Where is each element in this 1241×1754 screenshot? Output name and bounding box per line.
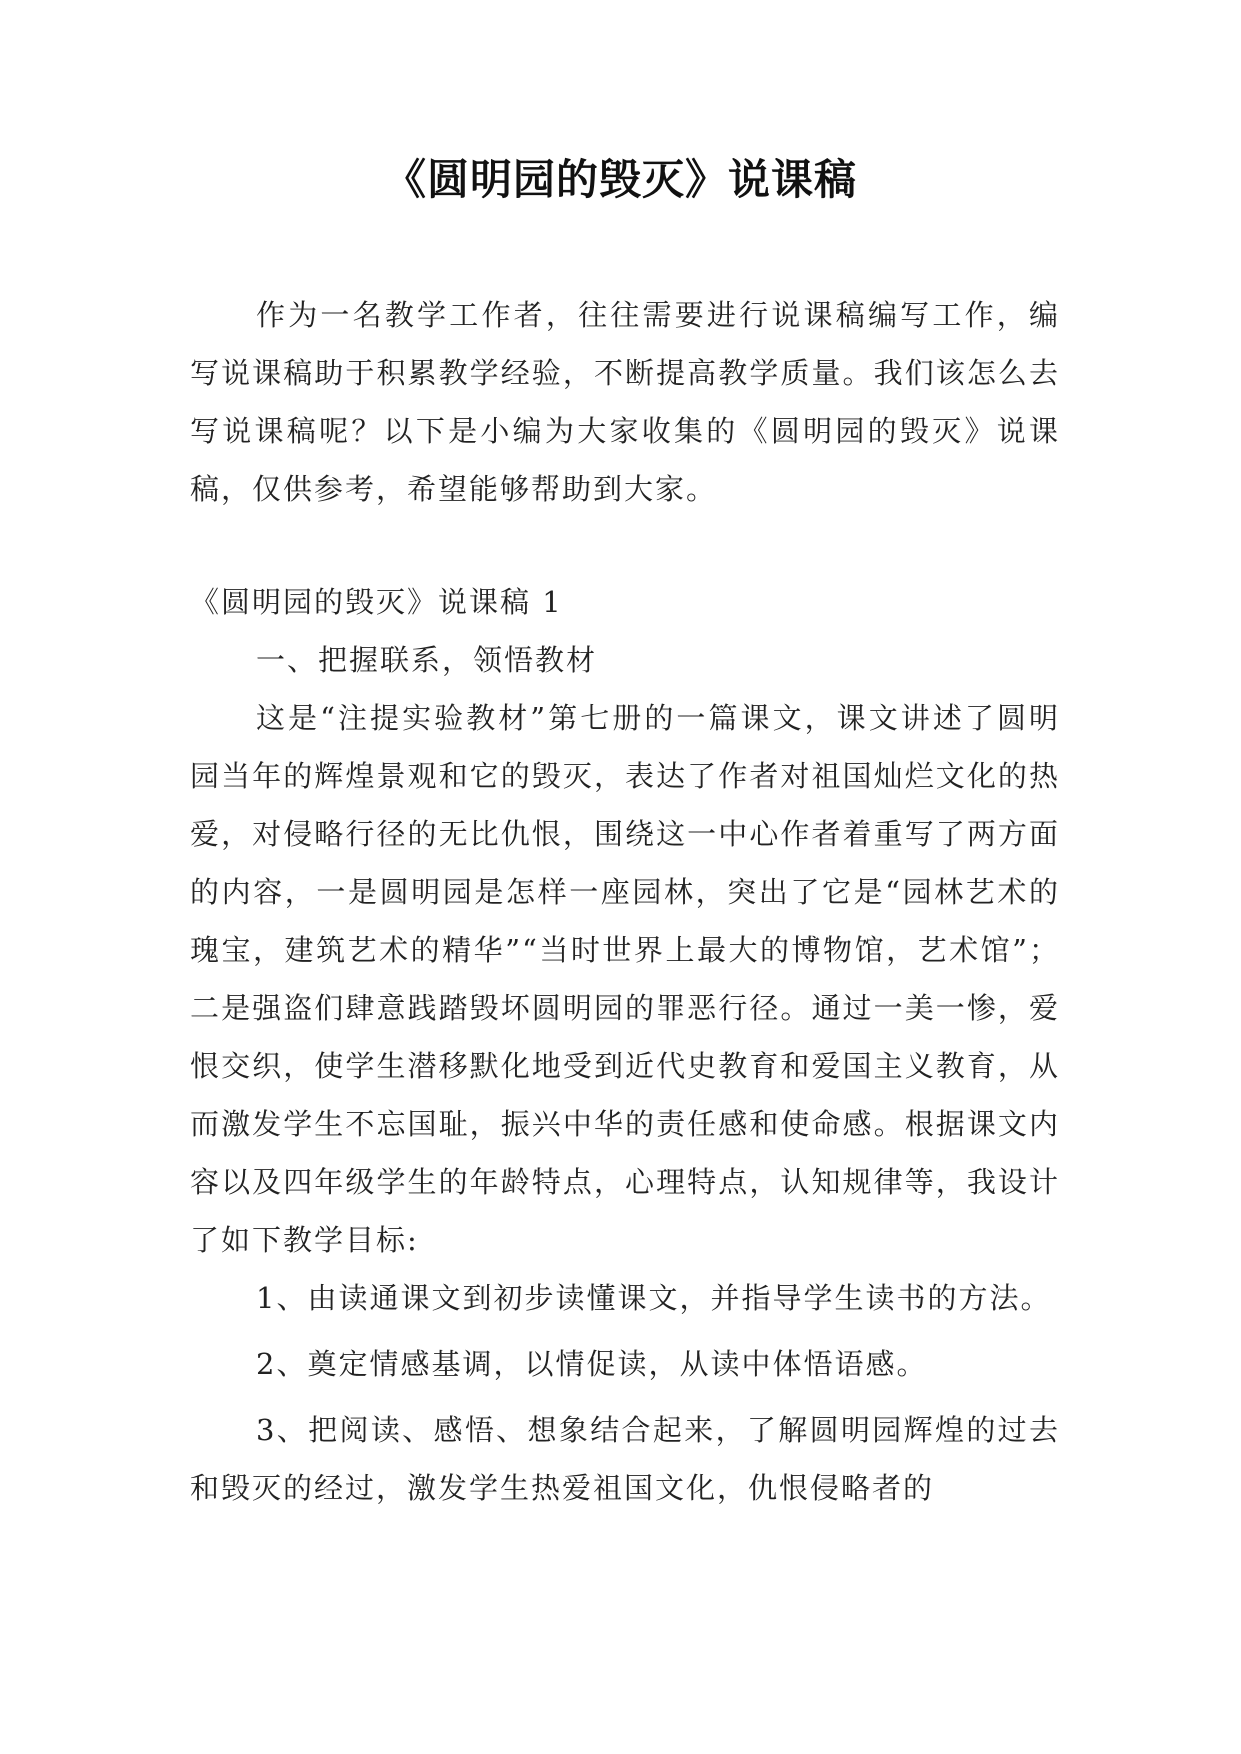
goal-3: 3、把阅读、感悟、想象结合起来，了解圆明园辉煌的过去和毁灭的经过，激发学生热爱祖国文化，仇恨侵略者的 [190,1413,1060,1505]
spacer [190,1393,1060,1401]
goal-2: 2、奠定情感基调，以情促读，从读中体悟语感。 [256,1347,928,1381]
article-block [190,573,1060,1517]
intro-block [190,286,1060,518]
section-title: 《圆明园的毁灭》说课稿 1 [190,585,563,619]
goal-1: 1、由读通课文到初步读懂课文，并指导学生读书的方法。 [256,1281,1052,1315]
spacer [190,1327,1060,1335]
document-title: 《圆明园的毁灭》说课稿 [383,155,857,204]
intro-paragraph: 作为一名教学工作者，往往需要进行说课稿编写工作，编写说课稿助于积累教学经验，不断提高教学质量。我们该怎么去写说课稿呢？以下是小编为大家收集的《圆明园的毁灭》说课稿，仅供参考，希望能够帮助到大家。 [190,298,1060,506]
subheading: 一、把握联系，领悟教材 [256,643,598,677]
paragraph-1: 这是“注提实验教材”第七册的一篇课文，课文讲述了圆明园当年的辉煌景观和它的毁灭，表达了作者对祖国灿烂文化的热爱，对侵略行径的无比仇恨，围绕这一中心作者着重写了两方面的内容，一是圆明园是怎样一座园林，突出了它是“园林艺术的瑰宝，建筑艺术的精华”“当时世界上最大的博物馆，艺术馆”；二是强盗们肆意践踏毁坏圆明园的罪恶行径。通过一美一惨，爱恨交织，使学生潜移默化地受到近代史教育和爱国主义教育，从而激发学生不忘国耻，振兴中华的责任感和使命感。根据课文内容以及四年级学生的年龄特点，心理特点，认知规律等，我设计了如下教学目标: [190,701,1060,1257]
